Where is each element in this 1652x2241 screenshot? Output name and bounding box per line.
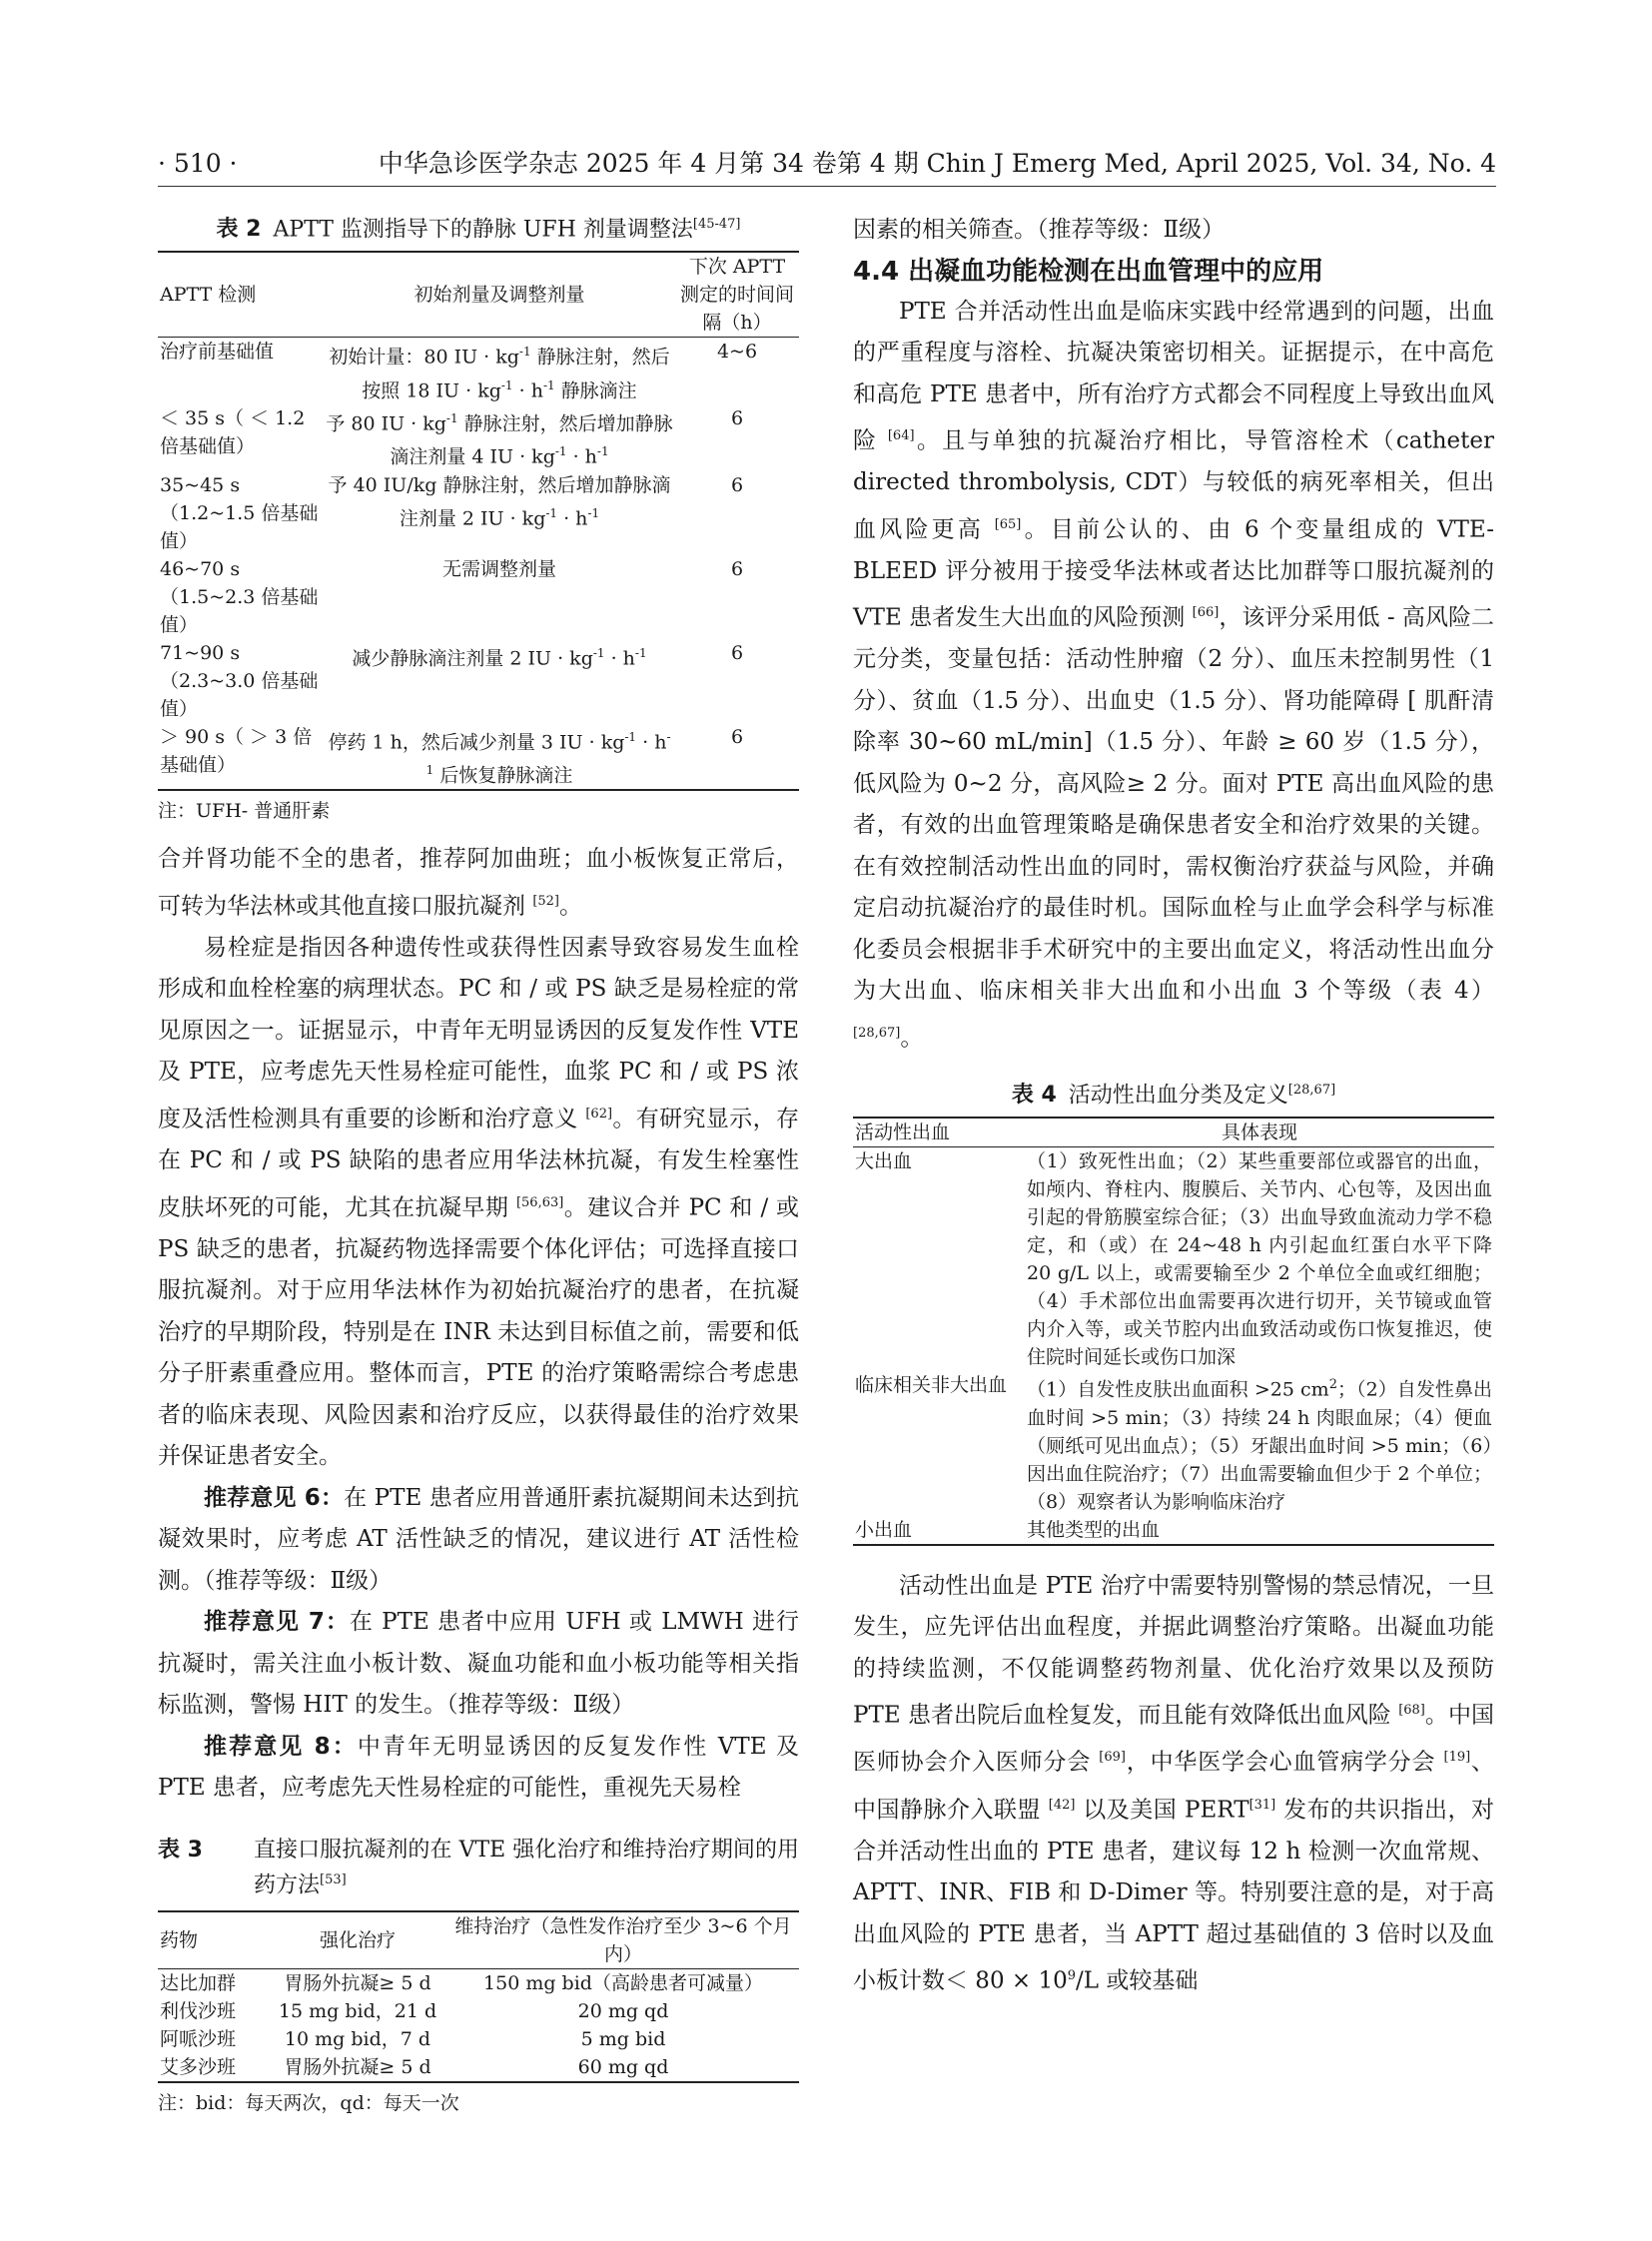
body-paragraph: 合并肾功能不全的患者，推荐阿加曲班；血小板恢复正常后，可转为华法林或其他直接口服抗凝剂 [52]。 (158, 846, 799, 920)
recommendation (158, 1727, 799, 1810)
table4-ref: [28,67] (1287, 1083, 1336, 1099)
right-column (853, 210, 1494, 2002)
table3-row (158, 2053, 799, 2082)
right-paragraph-2: 活动性出血是 PTE 治疗中需要特别警惕的禁忌情况，一旦发生，应先评估出血程度，并据此调整治疗策略。出凝血功能的持续监测，不仅能调整药物剂量、优化治疗效果以及预防 PTE 患者出院后血栓复发，而且能有效降低出血风险 [68]。中国医师协会介入医师分会 [69]，中华医学会心血管病学分会 [19]、中国静脉介入联盟 [42] 以及美国 PERT[31] 发布的共识指出，对合并活动性出血的 PTE 患者，建议每 12 h 检测一次血常规、APTT、INR、FIB 和 D-Dimer 等。特别要注意的是，对于高出血风险的 PTE 患者，当 APTT 超过基础值的 3 倍时以及血小板计数＜ $80 \times 10^9/L$ 或较基础 (853, 1572, 1495, 1994)
table3-cell-drug: 艾多沙班 (160, 2056, 237, 2079)
table4-header-detail: 具体表现 (1221, 1121, 1297, 1144)
table3-cell-intensive: 10 mg bid，7 d (284, 2028, 431, 2051)
table2-cell-aptt: ＜ 35 s（ ＜ 1.2 倍基础值） (160, 406, 306, 457)
table4 (853, 1117, 1494, 1545)
table2-cell-interval: 4~6 (716, 341, 758, 364)
table2-label: 表 2 (216, 217, 262, 243)
table2-row (158, 338, 799, 404)
table2-cell-aptt: 治疗前基础值 (160, 341, 275, 364)
table2-cell-dose: 停药 1 h，然后减少剂量 3 IU · $kg^{-1} \cdot h^{-1}$ 后恢复静脉滴注 (328, 729, 671, 787)
table2-cell-interval: 6 (730, 557, 744, 580)
recommendation-text: 在 PTE 患者应用普通肝素抗凝期间未达到抗凝效果时，应考虑 AT 活性缺乏的情况，建议进行 AT 活性检测。（推荐等级：Ⅱ级） (158, 1484, 799, 1594)
recommendation-text: 在 PTE 患者中应用 UFH 或 LMWH 进行抗凝时，需关注血小板计数、凝血功能和血小板功能等相关指标监测，警惕 HIT 的发生。（推荐等级：Ⅱ级） (158, 1609, 799, 1719)
table2-cell-aptt: 46~70 s（1.5~2.3 倍基础值） (160, 557, 319, 636)
recommendation-text: 中青年无明显诱因的反复发作性 VTE 及 PTE 患者，应考虑先天性易栓症的可能性，重视先天易栓 (158, 1733, 799, 1802)
table2-cell-interval: 6 (730, 406, 744, 429)
right-paragraph-1: PTE 合并活动性出血是临床实践中经常遇到的问题，出血的严重程度与溶栓、抗凝决策密切相关。证据提示，在中高危和高危 PTE 患者中，所有治疗方式都会不同程度上导致出血风险 [64]。且与单独的抗凝治疗相比，导管溶栓术（catheter directed thrombolysis, CDT）与较低的病死率相关，但出血风险更高 [65]。目前公认的、由 6 个变量组成的 VTE-BLEED 评分被用于接受华法林或者达比加群等口服抗凝剂的 VTE 患者发生大出血的风险预测 [66]，该评分采用低 - 高风险二元分类，变量包括：活动性肿瘤（2 分）、血压未控制男性（1 分）、贫血（1.5 分）、出血史（1.5 分）、肾功能障碍 [ 肌酐清除率 30~60 mL/min]（1.5 分）、年龄 ≥ 60 岁（1.5 分），低风险为 0~2 分，高风险≥ 2 分。面对 PTE 高出血风险的患者，有效的出血管理策略是确保患者安全和治疗效果的关键。在有效控制活动性出血的同时，需权衡治疗获益与风险，并确定启动抗凝治疗的最佳时机。国际血栓与止血学会科学与标准化委员会根据非手术研究中的主要出血定义，将活动性出血分为大出血、临床相关非大出血和小出血 3 个等级（表 4）[28,67]。 (853, 298, 1495, 1052)
table2-cell-dose: 初始计量：80 IU · $kg^{-1}$ 静脉注射，然后按照 18 IU · $kg^{-1} \cdot h^{-1}$ 静脉滴注 (329, 345, 670, 401)
recommendation (158, 1478, 799, 1603)
table2-header-aptt: APTT 检测 (160, 284, 257, 307)
table3-caption (158, 1836, 799, 1900)
table3-row (158, 1997, 799, 2025)
table2-title: APTT 监测指导下的静脉 UFH 剂量调整法 (273, 217, 693, 243)
table3-header-maintenance: 维持治疗（急性发作治疗至少 3~6 个月内） (454, 1915, 792, 1966)
table2-cell-interval: 6 (730, 473, 744, 496)
table2-header-interval: 下次 APTT 测定的时间间隔（h） (679, 256, 794, 335)
table3-header-drug: 药物 (160, 1929, 199, 1952)
table2-row (158, 639, 799, 723)
table4-header-type: 活动性出血 (855, 1121, 951, 1144)
table3-cell-maintenance: 20 mg qd (577, 2000, 669, 2023)
page-header (158, 146, 1496, 182)
table2-row (158, 404, 799, 471)
table3-cell-intensive: 15 mg bid，21 d (278, 2000, 437, 2023)
table3-cell-maintenance: 150 mg bid（高龄患者可减量） (483, 1972, 763, 1995)
table4-body (853, 1147, 1494, 1545)
table2 (158, 251, 799, 791)
table3-cell-drug: 达比加群 (160, 1972, 237, 1995)
right-first-line: 因素的相关筛查。（推荐等级：Ⅱ级） (853, 217, 1226, 243)
table4-caption (853, 1076, 1494, 1111)
table4-cell-detail: （1）致死性出血；（2）某些重要部位或器官的出血，如颅内、脊柱内、腹膜后、关节内、心包等，及因出血引起的骨筋膜室综合征；（3）出血导致血流动力学不稳定，和（或）在 24~48 h 内引起血红蛋白水平下降 20 g/L 以上，或需要输至少 2 个单位全血或红细胞；（4）手术部位出血需要再次进行切开，关节镜或血管内介入等，或关节腔内出血致活动或伤口恢复推迟，使住院时间延长或伤口加深 (1027, 1150, 1492, 1369)
table2-cell-aptt: 35~45 s（1.2~1.5 倍基础值） (160, 473, 319, 552)
recommendation-label: 推荐意见 7： (204, 1609, 350, 1636)
page-number: · 510 · (158, 149, 238, 178)
table2-row (158, 471, 799, 555)
table2-cell-interval: 6 (730, 641, 744, 664)
table4-label: 表 4 (1011, 1083, 1057, 1109)
table4-cell-type: 大出血 (855, 1150, 913, 1173)
table4-cell-type: 小出血 (855, 1518, 913, 1541)
table2-body (158, 338, 799, 790)
table2-ref: [45-47] (692, 217, 741, 232)
recommendation-label: 推荐意见 6： (204, 1484, 345, 1511)
table3-title: 直接口服抗凝剂的在 VTE 强化治疗和维持治疗期间的用药方法 (254, 1837, 799, 1898)
body-paragraph: 易栓症是指因各种遗传性或获得性因素导致容易发生血栓形成和血栓栓塞的病理状态。PC 和 / 或 PS 缺乏是易栓症的常见原因之一。证据显示，中青年无明显诱因的反复发作性 VTE 及 PTE，应考虑先天性易栓症可能性，血浆 PC 和 / 或 PS 浓度及活性检测具有重要的诊断和治疗意义 [62]。有研究显示，存在 PC 和 / 或 PS 缺陷的患者应用华法林抗凝，有发生栓塞性皮肤坏死的可能，尤其在抗凝早期 [56,63]。建议合并 PC 和 / 或 PS 缺乏的患者，抗凝药物选择需要个体化评估；可选择直接口服抗凝剂。对于应用华法林作为初始抗凝治疗的患者，在抗凝治疗的早期阶段，特别是在 INR 未达到目标值之前，需要和低分子肝素重叠应用。整体而言，PTE 的治疗策略需综合考虑患者的临床表现、风险因素和治疗反应，以获得最佳的治疗效果并保证患者安全。 (158, 934, 800, 1470)
recommendations (158, 1478, 799, 1810)
table3-cell-drug: 利伐沙班 (160, 2000, 237, 2023)
table3-cell-maintenance: 5 mg bid (580, 2028, 666, 2051)
table2-cell-aptt: 71~90 s（2.3~3.0 倍基础值） (160, 641, 319, 720)
table2-cell-dose: 予 80 IU · $kg^{-1}$ 静脉注射，然后增加静脉滴注剂量 4 IU · $kg^{-1} \cdot h^{-1}$ (326, 410, 673, 468)
recommendation-label: 推荐意见 8： (204, 1733, 358, 1760)
table3 (158, 1910, 799, 2083)
table2-cell-dose: 予 40 IU/kg 静脉注射，然后增加静脉滴注剂量 2 IU · $kg^{-1} \cdot h^{-1}$ (328, 473, 671, 529)
table2-cell-dose: 减少静脉滴注剂量 2 IU · $kg^{-1} \cdot h^{-1}$ (352, 645, 647, 669)
table3-label: 表 3 (158, 1837, 203, 1863)
section-title: 4.4 出凝血功能检测在出血管理中的应用 (853, 256, 1324, 287)
left-column (158, 210, 799, 2117)
table2-cell-interval: 6 (730, 725, 744, 748)
table3-header-intensive: 强化治疗 (319, 1929, 396, 1952)
table2-row (158, 723, 799, 791)
table3-ref: [53] (320, 1871, 347, 1887)
table3-cell-drug: 阿哌沙班 (160, 2028, 237, 2051)
table4-row (853, 1371, 1494, 1515)
table3-note: 注：bid：每天两次，qd：每天一次 (158, 2092, 459, 2115)
table2-cell-dose: 无需调整剂量 (441, 557, 556, 580)
table2-caption (158, 210, 799, 245)
table3-body (158, 1969, 799, 2083)
table4-row (853, 1147, 1494, 1372)
table2-cell-aptt: ＞ 90 s（ ＞ 3 倍基础值） (160, 725, 313, 776)
table3-cell-intensive: 胃肠外抗凝≥ 5 d (284, 2056, 431, 2079)
table4-cell-detail: 其他类型的出血 (1027, 1518, 1161, 1541)
table3-row (158, 1969, 799, 1998)
table4-row (853, 1516, 1494, 1545)
table3-row (158, 2025, 799, 2053)
table3-cell-maintenance: 60 mg qd (577, 2056, 669, 2079)
table2-note: 注：UFH- 普通肝素 (158, 800, 331, 823)
table4-cell-detail: （1）自发性皮肤出血面积 >25 $cm^2$；（2）自发性鼻出血时间 >5 min；（3）持续 24 h 肉眼血尿；（4）便血（厕纸可见出血点）；（5）牙龈出血时间 >5 min；（6）因出血住院治疗；（7）出血需要输血但少于 2 个单位；（8）观察者认为影响临床治疗 (1027, 1377, 1493, 1513)
table2-header-dose: 初始剂量及调整剂量 (413, 284, 585, 307)
left-body-text (158, 839, 799, 1477)
table2-row (158, 555, 799, 639)
table4-title: 活动性出血分类及定义 (1068, 1083, 1288, 1109)
recommendation (158, 1602, 799, 1727)
header-rule (158, 186, 1496, 187)
journal-info: 中华急诊医学杂志 2025 年 4 月第 34 卷第 4 期 Chin J Emerg Med, April 2025, Vol. 34, No. 4 (378, 149, 1496, 178)
table4-cell-type: 临床相关非大出血 (855, 1374, 1008, 1397)
table3-cell-intensive: 胃肠外抗凝≥ 5 d (284, 1972, 431, 1995)
